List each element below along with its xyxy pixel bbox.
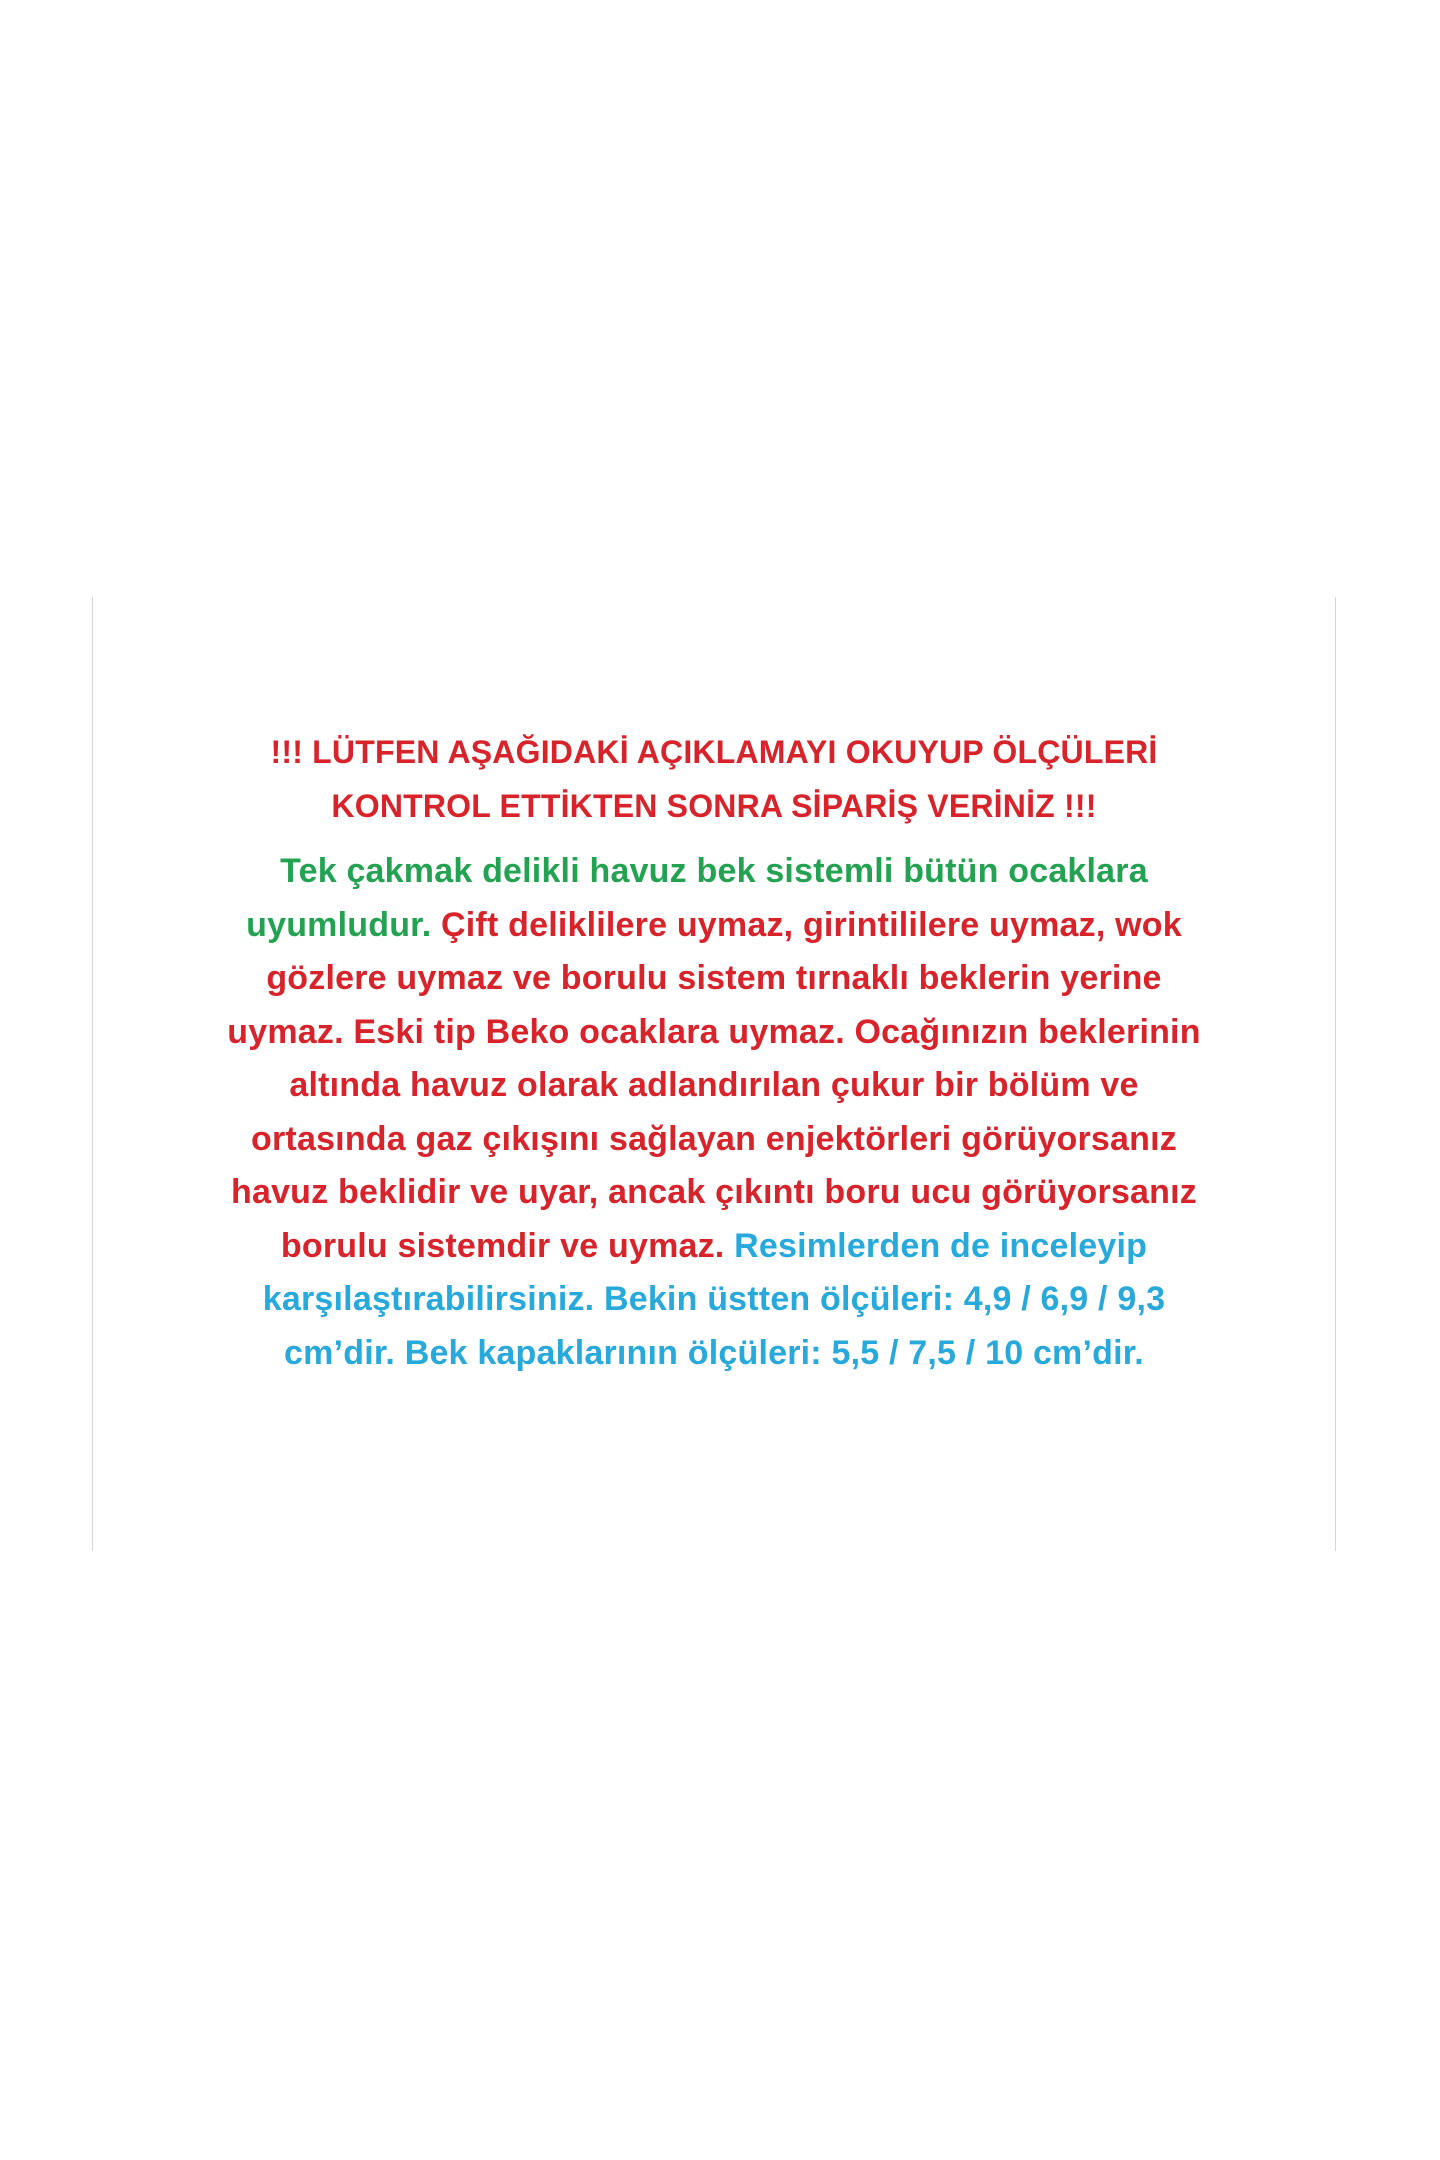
notice-card (92, 597, 1336, 1551)
incompatibility-text: Çift deliklilere uymaz, girintililere uymaz, wok gözlere uymaz ve borulu sistem tırnaklı beklerin yerine uymaz. Eski tip Beko ocaklara uymaz. Ocağınızın beklerinin altında havuz olarak adlandırılan çukur bir bölüm ve ortasında gaz çıkışını sağlayan enjektörleri görüyorsanız havuz beklidir ve uyar, ancak çıkıntı boru ucu görüyorsanız borulu sistemdir ve uymaz. (227, 905, 1201, 1265)
measurements-text: Resimlerden de inceleyip karşılaştırabilirsiniz. Bekin üstten ölçüleri: 4,9 / 6,9 / 9,3 cm’dir. Bek kapaklarının ölçüleri: 5,5 / 7,5 / 10 cm’dir. (262, 1226, 1166, 1372)
notice-content (133, 725, 1295, 1380)
warning-heading: !!! LÜTFEN AŞAĞIDAKİ AÇIKLAMAYI OKUYUP ÖLÇÜLERİ KONTROL ETTİKTEN SONRA SİPARİŞ VERİNİZ !!! (270, 734, 1158, 824)
notice-paragraph (214, 845, 1214, 1380)
compatibility-text: Tek çakmak delikli havuz bek sistemli bütün ocaklara uyumludur. (246, 852, 1148, 944)
